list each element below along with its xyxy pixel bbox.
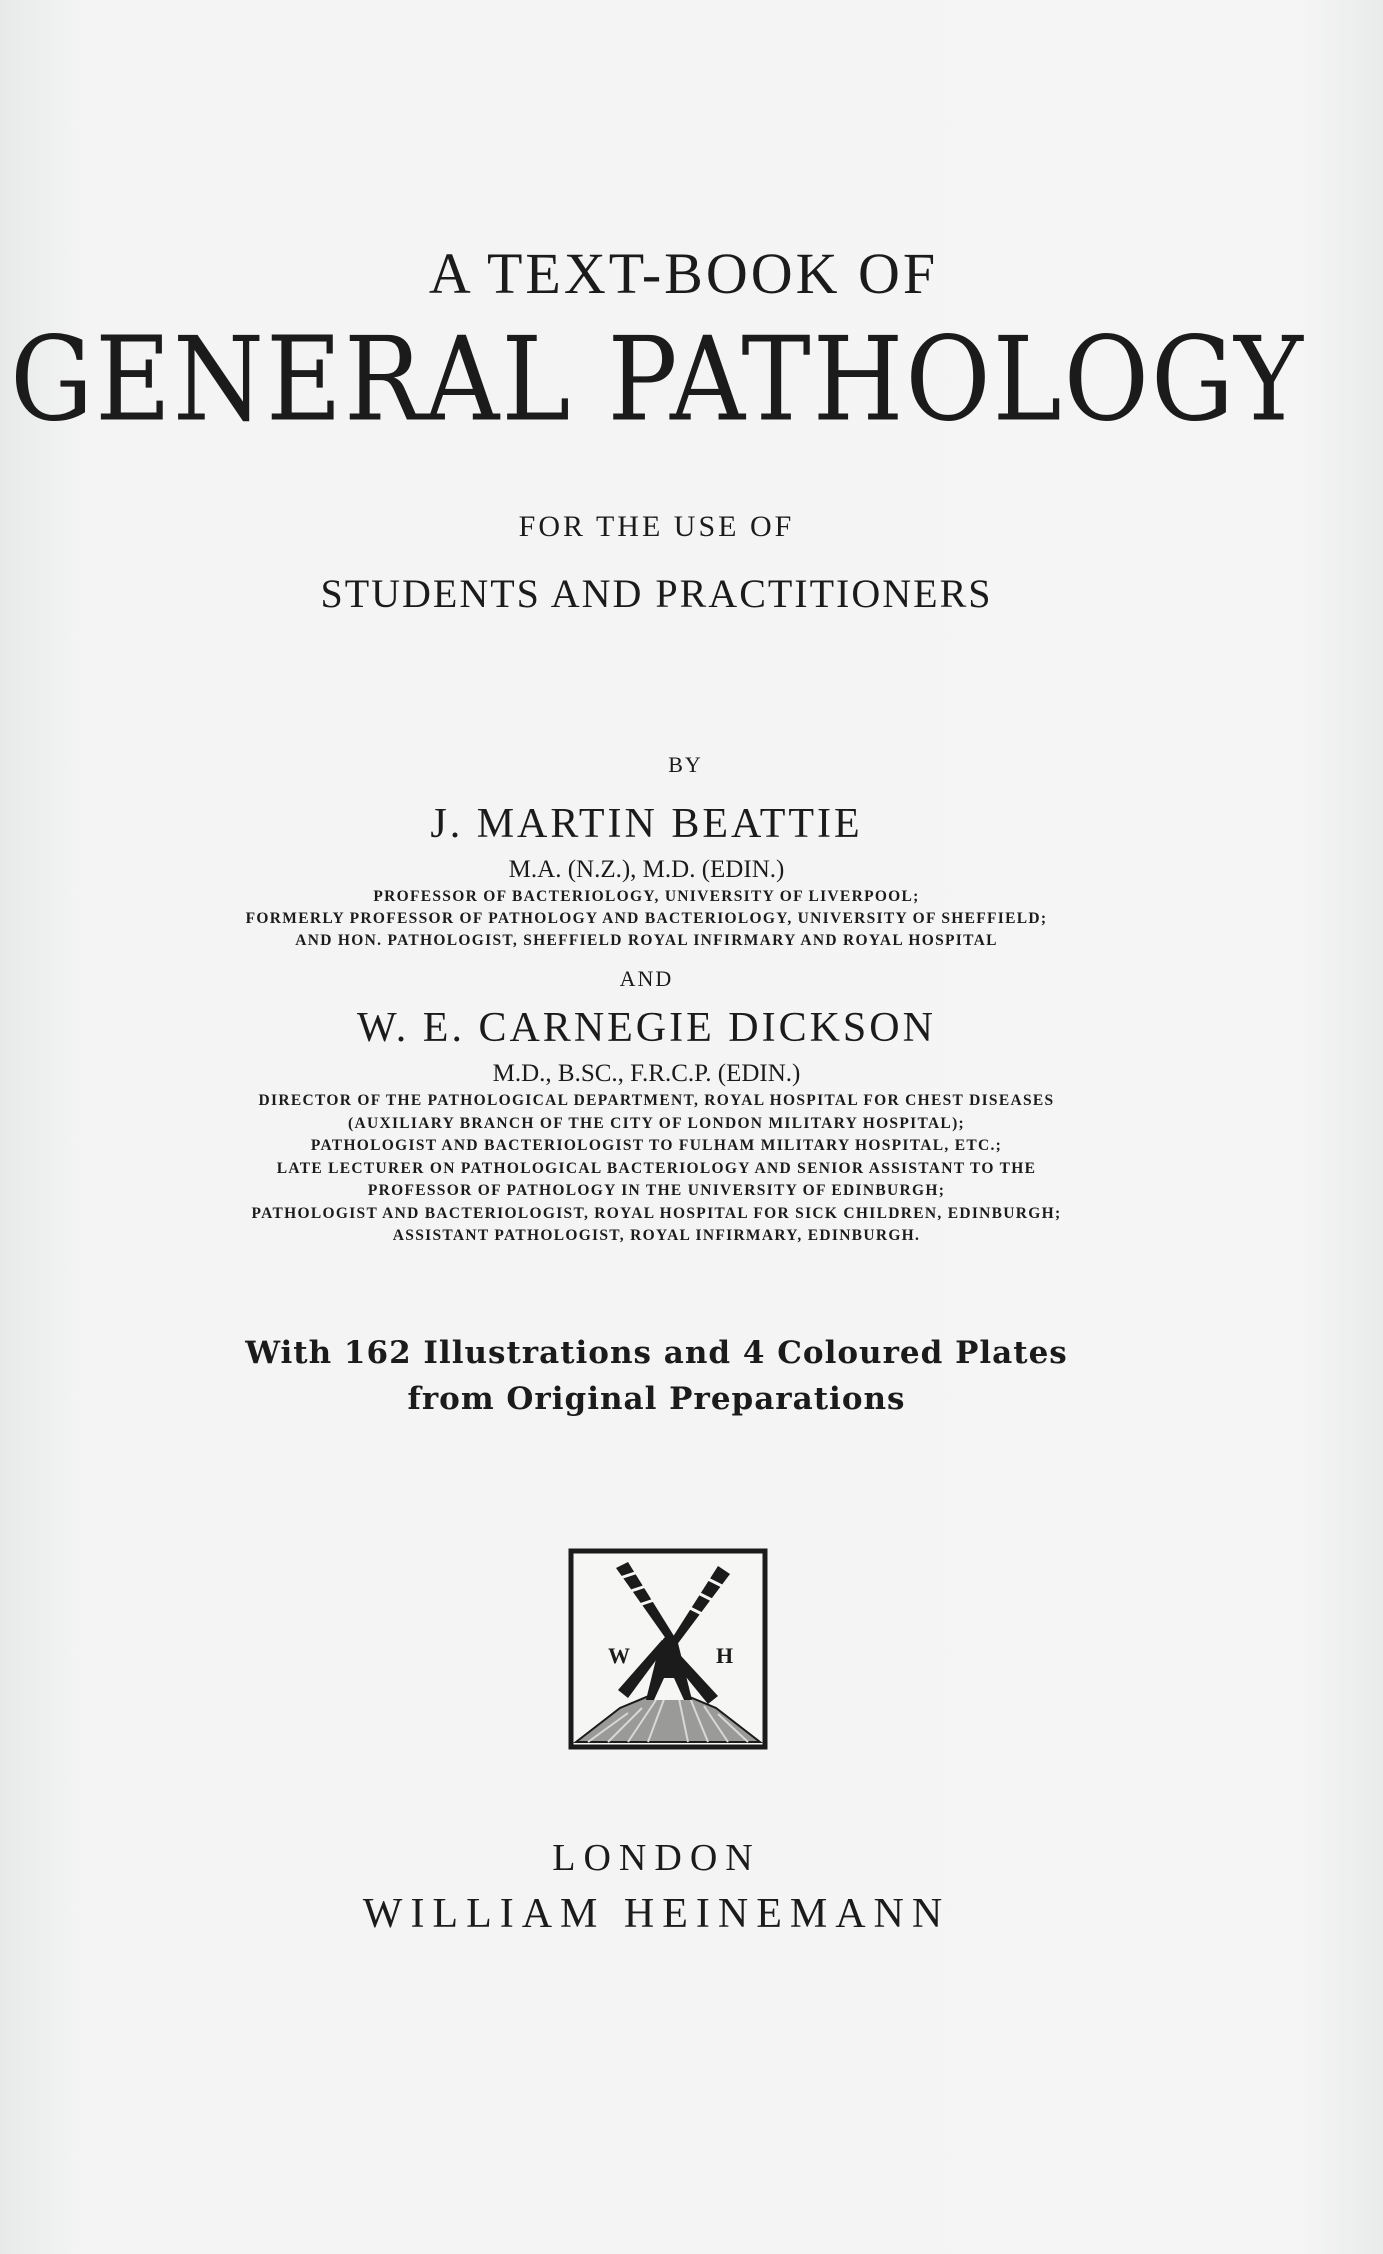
affiliation-line: AND HON. PATHOLOGIST, SHEFFIELD ROYAL INFIRMARY AND ROYAL HOSPITAL xyxy=(295,932,998,949)
affiliation-line: FORMERLY PROFESSOR OF PATHOLOGY AND BACTERIOLOGY, UNIVERSITY OF SHEFFIELD; xyxy=(245,910,1048,927)
imprint-publisher: WILLIAM HEINEMANN xyxy=(362,1891,951,1937)
affiliation-line: PATHOLOGIST AND BACTERIOLOGIST, ROYAL HOSPITAL FOR SICK CHILDREN, EDINBURGH; xyxy=(251,1204,1062,1222)
book-title: GENERAL PATHOLOGY xyxy=(10,310,1305,448)
and-label: AND xyxy=(619,966,674,991)
logo-letter-left: W xyxy=(608,1643,630,1668)
subtitle-line-1: FOR THE USE OF xyxy=(518,510,795,543)
imprint-city: LONDON xyxy=(552,1837,761,1879)
affiliation-line: PROFESSOR OF PATHOLOGY IN THE UNIVERSITY OF EDINBURGH; xyxy=(367,1182,946,1199)
windmill-icon xyxy=(568,1548,768,1750)
subtitle-line-2: STUDENTS AND PRACTITIONERS xyxy=(320,571,993,616)
author-2-degrees: M.D., B.SC., F.R.C.P. (EDIN.) xyxy=(492,1060,801,1087)
author-2-name: W. E. CARNEGIE DICKSON xyxy=(357,1005,936,1051)
author-1-affiliations xyxy=(0,886,1338,952)
title-prefix: A TEXT-BOOK OF xyxy=(428,241,939,306)
logo-letter-right: H xyxy=(716,1643,734,1668)
illustrations-note xyxy=(0,1330,1348,1422)
affiliation-line: LATE LECTURER ON PATHOLOGICAL BACTERIOLOGY AND SENIOR ASSISTANT TO THE xyxy=(276,1159,1037,1177)
by-label: BY xyxy=(668,752,703,777)
affiliation-line: ASSISTANT PATHOLOGIST, ROYAL INFIRMARY, EDINBURGH. xyxy=(392,1227,921,1244)
author-2-affiliations xyxy=(0,1090,1348,1248)
author-1-degrees: M.A. (N.Z.), M.D. (EDIN.) xyxy=(508,856,785,883)
illustrations-line-2: from Original Preparations xyxy=(407,1381,906,1417)
affiliation-line: PATHOLOGIST AND BACTERIOLOGIST TO FULHAM MILITARY HOSPITAL, ETC.; xyxy=(310,1137,1003,1154)
affiliation-line: PROFESSOR OF BACTERIOLOGY, UNIVERSITY OF LIVERPOOL; xyxy=(373,888,920,905)
illustrations-line-1: With 162 Illustrations and 4 Coloured Plates xyxy=(245,1335,1068,1371)
affiliation-line: (AUXILIARY BRANCH OF THE CITY OF LONDON MILITARY HOSPITAL); xyxy=(348,1114,965,1132)
author-1-name: J. MARTIN BEATTIE xyxy=(430,801,863,847)
affiliation-line: DIRECTOR OF THE PATHOLOGICAL DEPARTMENT, ROYAL HOSPITAL FOR CHEST DISEASES xyxy=(258,1092,1055,1109)
